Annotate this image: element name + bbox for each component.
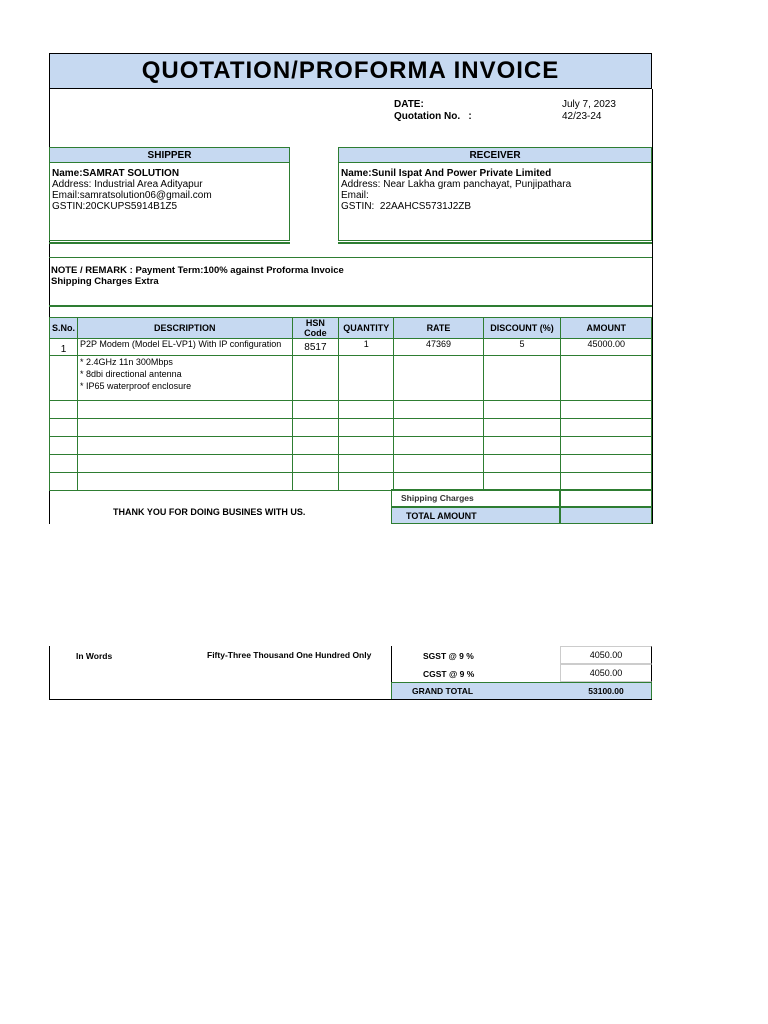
shipping-charges-value <box>560 489 652 507</box>
table-row <box>50 437 652 455</box>
shipper-name: Name:SAMRAT SOLUTION <box>52 168 180 179</box>
col-discount: DISCOUNT (%) <box>483 318 561 339</box>
sgst-label: SGST @ 9 % <box>423 651 474 661</box>
page-title: QUOTATION/PROFORMA INVOICE <box>49 53 652 89</box>
shipper-email: Email:samratsolution06@gmail.com <box>52 190 212 201</box>
in-words-label: In Words <box>76 651 113 661</box>
table-row <box>50 356 652 401</box>
shipper-gstin: GSTIN:20CKUPS5914B1Z5 <box>52 201 178 212</box>
receiver-address: Address: Near Lakha gram panchayat, Punjipathara <box>341 179 572 190</box>
spec-line: * IP65 waterproof enclosure <box>80 381 192 391</box>
item-quantity: 1 <box>339 339 394 356</box>
shipper-box <box>49 163 290 241</box>
table-row <box>50 455 652 473</box>
receiver-heading: RECEIVER <box>338 147 652 163</box>
gt-bottom-rule <box>49 699 652 700</box>
total-amount-label: TOTAL AMOUNT <box>391 507 560 524</box>
receiver-gstin: GSTIN: 22AAHCS5731J2ZB <box>341 201 472 212</box>
shipper-address: Address: Industrial Area Adityapur <box>52 179 203 190</box>
item-discount: 5 <box>483 339 561 356</box>
item-rate: 47369 <box>394 339 483 356</box>
frame-right-border <box>652 89 653 524</box>
note-top-rule <box>49 257 652 258</box>
col-sno: S.No. <box>50 318 78 339</box>
cgst-label: CGST @ 9 % <box>423 669 475 679</box>
date-value: July 7, 2023 <box>562 99 616 110</box>
col-hsn: HSN Code <box>292 318 339 339</box>
date-label: DATE: <box>394 99 424 110</box>
receiver-rule <box>338 242 652 244</box>
table-row <box>50 473 652 491</box>
shipping-charges-label: Shipping Charges <box>391 489 560 507</box>
cgst-value: 4050.00 <box>560 664 652 682</box>
table-header-row <box>50 318 652 339</box>
total-amount-value <box>560 507 652 524</box>
spec-line: * 8dbi directional antenna <box>80 369 182 379</box>
quotation-no-value: 42/23-24 <box>562 111 602 122</box>
quotation-no-label: Quotation No. : <box>394 111 472 122</box>
table-row <box>50 401 652 419</box>
shipper-heading: SHIPPER <box>49 147 290 163</box>
shipper-rule <box>49 242 290 244</box>
col-quantity: QUANTITY <box>339 318 394 339</box>
grand-total-label: GRAND TOTAL <box>412 686 474 696</box>
table-row <box>50 339 652 356</box>
receiver-name: Name:Sunil Ispat And Power Private Limited <box>341 168 552 179</box>
in-words-value: Fifty-Three Thousand One Hundred Only <box>207 650 372 660</box>
item-hsn: 8517 <box>292 339 339 356</box>
spec-line: * 2.4GHz 11n 300Mbps <box>80 357 173 367</box>
receiver-email: Email: <box>341 190 369 201</box>
item-sno: 1 <box>50 339 78 356</box>
item-amount: 45000.00 <box>561 339 652 356</box>
col-amount: AMOUNT <box>561 318 652 339</box>
item-specs <box>78 356 293 401</box>
thank-you-text: THANK YOU FOR DOING BUSINES WITH US. <box>113 507 306 517</box>
col-description: DESCRIPTION <box>78 318 293 339</box>
item-description: P2P Modem (Model EL-VP1) With IP configuration <box>78 339 293 356</box>
col-rate: RATE <box>394 318 483 339</box>
table-row <box>50 419 652 437</box>
note-bottom-rule <box>49 305 652 307</box>
sgst-value: 4050.00 <box>560 646 652 664</box>
items-table <box>49 317 652 491</box>
note-shipping: Shipping Charges Extra <box>51 276 159 287</box>
note-remark: NOTE / REMARK : Payment Term:100% against Proforma Invoice <box>51 265 344 276</box>
gt-left-border <box>49 646 50 699</box>
grand-total-value: 53100.00 <box>588 686 624 696</box>
receiver-box <box>338 163 652 241</box>
